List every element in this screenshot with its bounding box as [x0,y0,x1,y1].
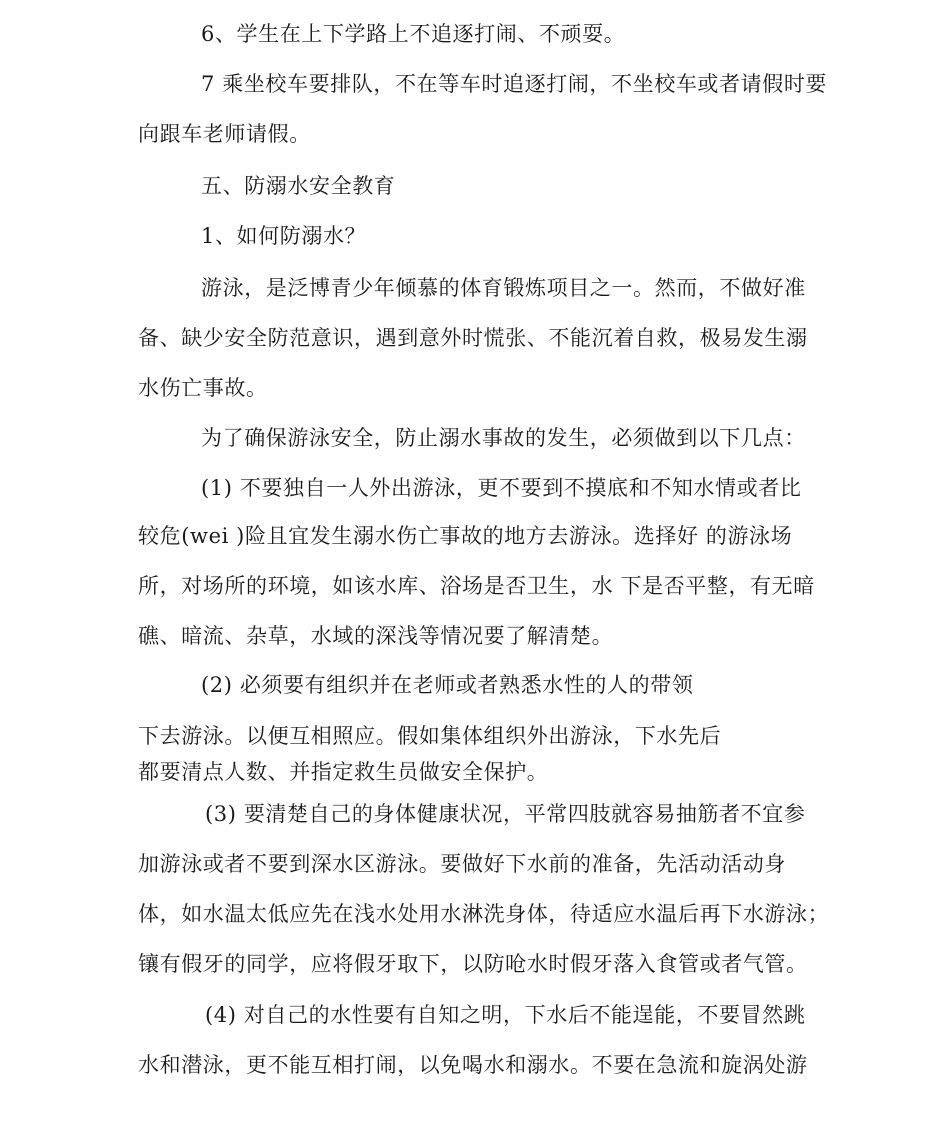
paragraph-line: 游泳，是泛博青少年倾慕的体育锻炼项目之一。然而，不做好准 [201,276,806,300]
paragraph-line: 备、缺少安全防范意识，遇到意外时慌张、不能沉着自救，极易发生溺 [138,326,808,350]
paragraph-line: 水伤亡事故。 [138,376,268,400]
list-item-line: 礁、暗流、杂草，水域的深浅等情况要了解清楚。 [138,624,614,648]
subsection-heading: 1、如何防溺水？ [201,224,367,248]
list-item-line: 都要清点人数、并指定救生员做安全保护。 [138,760,549,784]
list-item-line: (1) 不要独自一人外出游泳，更不要到不摸底和不知水情或者比 [201,476,802,500]
paragraph-line: 为了确保游泳安全，防止溺水事故的发生，必须做到以下几点： [201,426,806,450]
paragraph-line: 7 乘坐校车要排队，不在等车时追逐打闹，不坐校车或者请假时要 [201,72,828,96]
list-item-line: 水和潜泳，更不能互相打闹，以免喝水和溺水。不要在急流和旋涡处游 [138,1053,808,1077]
list-item-line: 加游泳或者不要到深水区游泳。要做好下水前的准备，先活动活动身 [138,852,786,876]
list-item-line: (3) 要清楚自己的身体健康状况，平常四肢就容易抽筋者不宜参 [205,802,806,826]
list-item-line: 下去游泳。以便互相照应。假如集体组织外出游泳，下水先后 [138,724,722,748]
paragraph-line: 6、学生在上下学路上不追逐打闹、不顽耍。 [201,22,626,46]
list-item-line: 较危(wei )险且宜发生溺水伤亡事故的地方去游泳。选择好 的游泳场 [138,524,793,548]
list-item-line: 所，对场所的环境，如该水库、浴场是否卫生，水 下是否平整，有无暗 [138,574,815,598]
paragraph-line: 向跟车老师请假。 [138,122,311,146]
section-heading: 五、防溺水安全教育 [201,174,396,198]
list-item-line: 镶有假牙的同学，应将假牙取下，以防呛水时假牙落入食管或者气管。 [138,952,808,976]
list-item-line: (2) 必须要有组织并在老师或者熟悉水性的人的带领 [201,673,694,697]
list-item-line: (4) 对自己的水性要有自知之明，下水后不能逞能，不要冒然跳 [205,1003,806,1027]
list-item-line: 体，如水温太低应先在浅水处用水淋洗身体，待适应水温后再下水游泳； [138,902,830,926]
